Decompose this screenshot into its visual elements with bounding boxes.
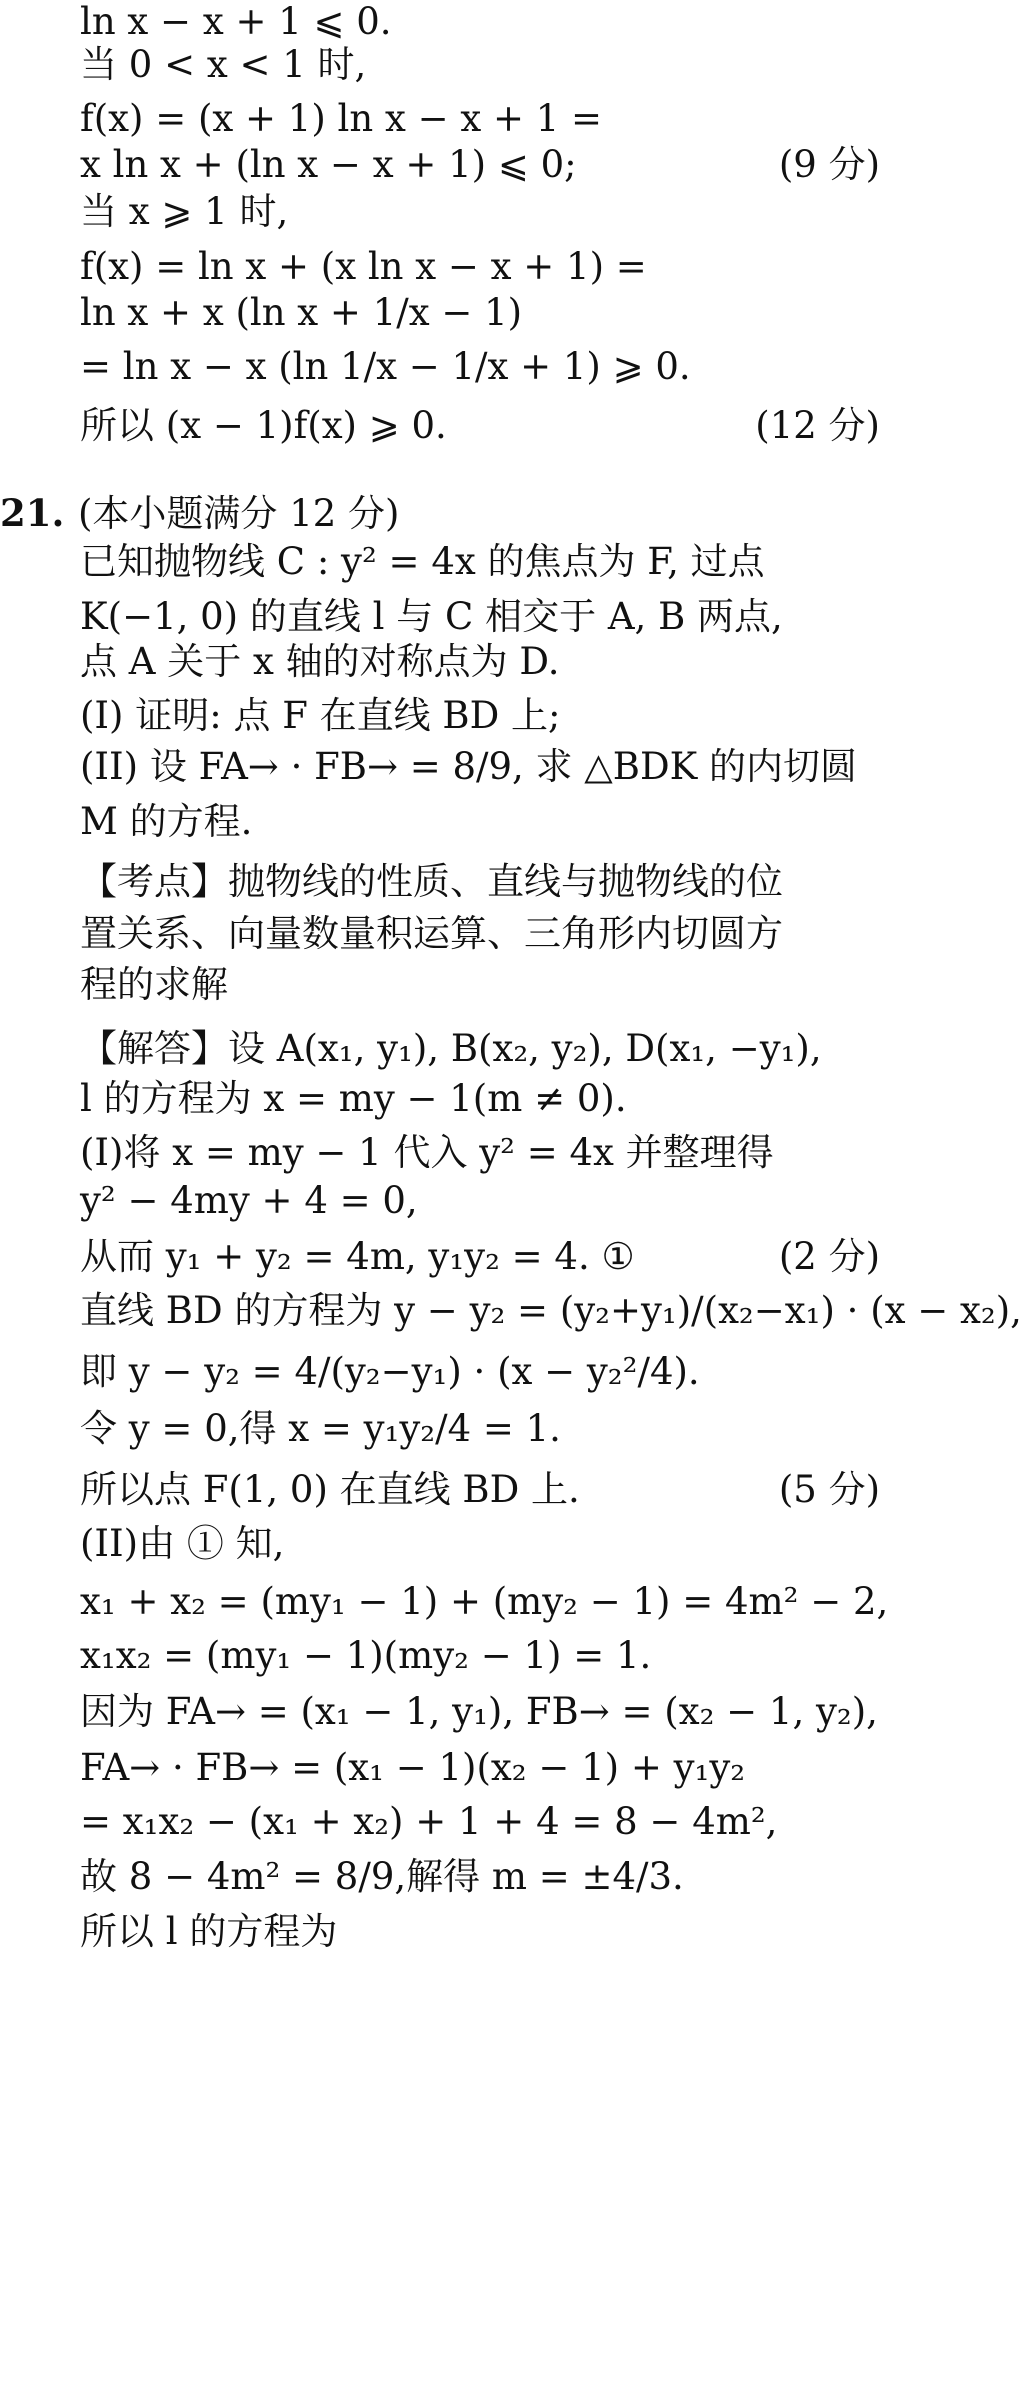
text-line: 直线 BD 的方程为 y − y₂ = (y₂+y₁)/(x₂−x₁) · (x − x₂), <box>80 1289 1022 1332</box>
text-line: 因为 FA→ = (x₁ − 1, y₁), FB→ = (x₂ − 1, y₂), <box>80 1690 878 1733</box>
text-line: 程的求解 <box>80 963 228 1006</box>
score-label: (5 分) <box>778 1468 880 1511</box>
text-line: (II) 设 FA→ · FB→ = 8/9, 求 △BDK 的内切圆 <box>80 745 858 788</box>
question-points: (本小题满分 12 分) <box>78 492 400 535</box>
text-line: 故 8 − 4m² = 8/9,解得 m = ±4/3. <box>80 1855 684 1898</box>
text-line: 点 A 关于 x 轴的对称点为 D. <box>80 640 560 683</box>
text-line: f(x) = (x + 1) ln x − x + 1 = <box>80 97 603 140</box>
text-line: (I) 证明: 点 F 在直线 BD 上; <box>80 694 561 737</box>
text-line: 从而 y₁ + y₂ = 4m, y₁y₂ = 4. ① <box>80 1235 635 1278</box>
text-line: 当 x ⩾ 1 时, <box>80 190 289 233</box>
text-line: = x₁x₂ − (x₁ + x₂) + 1 + 4 = 8 − 4m², <box>80 1800 778 1843</box>
text-line: 已知抛物线 C : y² = 4x 的焦点为 F, 过点 <box>80 540 765 583</box>
text-line: x ln x + (ln x − x + 1) ⩽ 0; <box>80 143 577 186</box>
score-label: (9 分) <box>778 143 880 186</box>
text-line: 所以 l 的方程为 <box>80 1910 338 1953</box>
text-line: 【考点】抛物线的性质、直线与抛物线的位 <box>80 860 783 903</box>
text-line: 所以点 F(1, 0) 在直线 BD 上. <box>80 1468 580 1511</box>
text-line: ln x + x (ln x + 1/x − 1) <box>80 291 523 334</box>
text-line: 令 y = 0,得 x = y₁y₂/4 = 1. <box>80 1407 561 1450</box>
text-line: 所以 (x − 1)f(x) ⩾ 0. <box>80 404 447 447</box>
text-line: (II)由 ① 知, <box>80 1522 285 1565</box>
text-line: 置关系、向量数量积运算、三角形内切圆方 <box>80 912 783 955</box>
text-line: 【解答】设 A(x₁, y₁), B(x₂, y₂), D(x₁, −y₁), <box>80 1027 822 1070</box>
text-line: x₁ + x₂ = (my₁ − 1) + (my₂ − 1) = 4m² − 2, <box>80 1580 889 1623</box>
text-line: 当 0 < x < 1 时, <box>80 43 367 86</box>
text-line: FA→ · FB→ = (x₁ − 1)(x₂ − 1) + y₁y₂ <box>80 1746 746 1789</box>
score-label: (2 分) <box>778 1235 880 1278</box>
question-header <box>0 491 882 536</box>
text-line: (I)将 x = my − 1 代入 y² = 4x 并整理得 <box>80 1131 774 1174</box>
text-line: K(−1, 0) 的直线 l 与 C 相交于 A, B 两点, <box>80 595 783 638</box>
text-line: x₁x₂ = (my₁ − 1)(my₂ − 1) = 1. <box>80 1634 652 1677</box>
text-line: l 的方程为 x = my − 1(m ≠ 0). <box>80 1077 627 1120</box>
text-line: f(x) = ln x + (x ln x − x + 1) = <box>80 245 647 288</box>
text-line: y² − 4my + 4 = 0, <box>80 1179 418 1222</box>
text-line: ln x − x + 1 ⩽ 0. <box>80 0 392 43</box>
score-label: (12 分) <box>755 404 880 447</box>
question-number: 21. <box>0 491 65 535</box>
text-line: = ln x − x (ln 1/x − 1/x + 1) ⩾ 0. <box>80 345 691 388</box>
text-line: M 的方程. <box>80 800 253 843</box>
text-line: 即 y − y₂ = 4/(y₂−y₁) · (x − y₂²/4). <box>80 1350 700 1393</box>
